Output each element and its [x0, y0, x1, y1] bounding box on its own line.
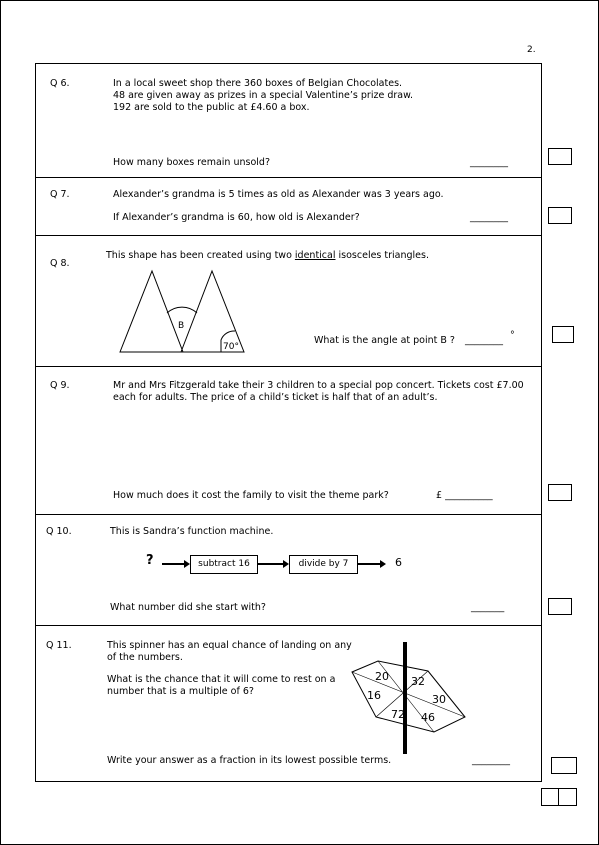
- question-text: 192 are sold to the public at £4.60 a box.: [113, 102, 310, 113]
- question-text: This spinner has an equal chance of landing on any: [107, 640, 352, 651]
- question-prompt: Write your answer as a fraction in its lowest possible terms.: [107, 755, 392, 766]
- output-value: 6: [395, 556, 402, 569]
- question-prompt: What number did she start with?: [110, 602, 266, 613]
- spinner-number: 72: [391, 708, 405, 721]
- spinner-number: 32: [411, 675, 425, 688]
- answer-line[interactable]: ________: [465, 335, 503, 346]
- question-label: Q 8.: [50, 258, 70, 269]
- answer-line[interactable]: ________: [470, 212, 508, 223]
- question-label: Q 9.: [50, 380, 70, 391]
- question-text: Alexander’s grandma is 5 times as old as Alexander was 3 years ago.: [113, 189, 444, 200]
- answer-line[interactable]: £ __________: [436, 490, 493, 501]
- question-label: Q 10.: [46, 526, 72, 537]
- divide-box: divide by 7: [289, 555, 358, 574]
- intro-before: This shape has been created using two: [106, 250, 295, 261]
- angle-label: 70°: [223, 342, 239, 352]
- spinner-number: 30: [432, 693, 446, 706]
- question-text: In a local sweet shop there 360 boxes of Belgian Chocolates.: [113, 78, 403, 89]
- answer-line[interactable]: ________: [470, 157, 508, 168]
- question-prompt: How many boxes remain unsold?: [113, 157, 270, 168]
- mark-box[interactable]: [551, 757, 577, 774]
- point-b-label: B: [178, 321, 185, 331]
- intro-after: isosceles triangles.: [335, 250, 429, 261]
- page-number: 2.: [527, 45, 536, 55]
- question-prompt: How much does it cost the family to visit the theme park?: [113, 490, 389, 501]
- question-text: This is Sandra’s function machine.: [110, 526, 274, 537]
- question-text: each for adults. The price of a child’s ticket is half that of an adult’s.: [113, 392, 438, 403]
- answer-line[interactable]: _______: [471, 602, 505, 613]
- question-text: 48 are given away as prizes in a special Valentine’s prize draw.: [113, 90, 413, 101]
- question-text: Mr and Mrs Fitzgerald take their 3 children to a special pop concert. Tickets cost £7.00: [113, 380, 524, 391]
- question-label: Q 11.: [46, 640, 72, 651]
- question-text: of the numbers.: [107, 652, 183, 663]
- question-prompt: If Alexander’s grandma is 60, how old is Alexander?: [113, 212, 360, 223]
- answer-line[interactable]: ________: [472, 755, 510, 766]
- question-label: Q 6.: [50, 78, 70, 89]
- page-total-box[interactable]: [558, 788, 577, 806]
- degree-symbol: °: [510, 330, 515, 341]
- subtract-box: subtract 16: [190, 555, 258, 574]
- spinner-number: 46: [421, 711, 435, 724]
- question-label: Q 7.: [50, 189, 70, 200]
- spinner-number: 16: [367, 689, 381, 702]
- question-text: number that is a multiple of 6?: [107, 686, 254, 697]
- input-symbol: ?: [146, 553, 154, 568]
- question-text: What is the chance that it will come to rest on a: [107, 674, 336, 685]
- spinner-number: 20: [375, 670, 389, 683]
- intro-underlined: identical: [294, 250, 336, 261]
- question-prompt: What is the angle at point B ?: [314, 335, 455, 346]
